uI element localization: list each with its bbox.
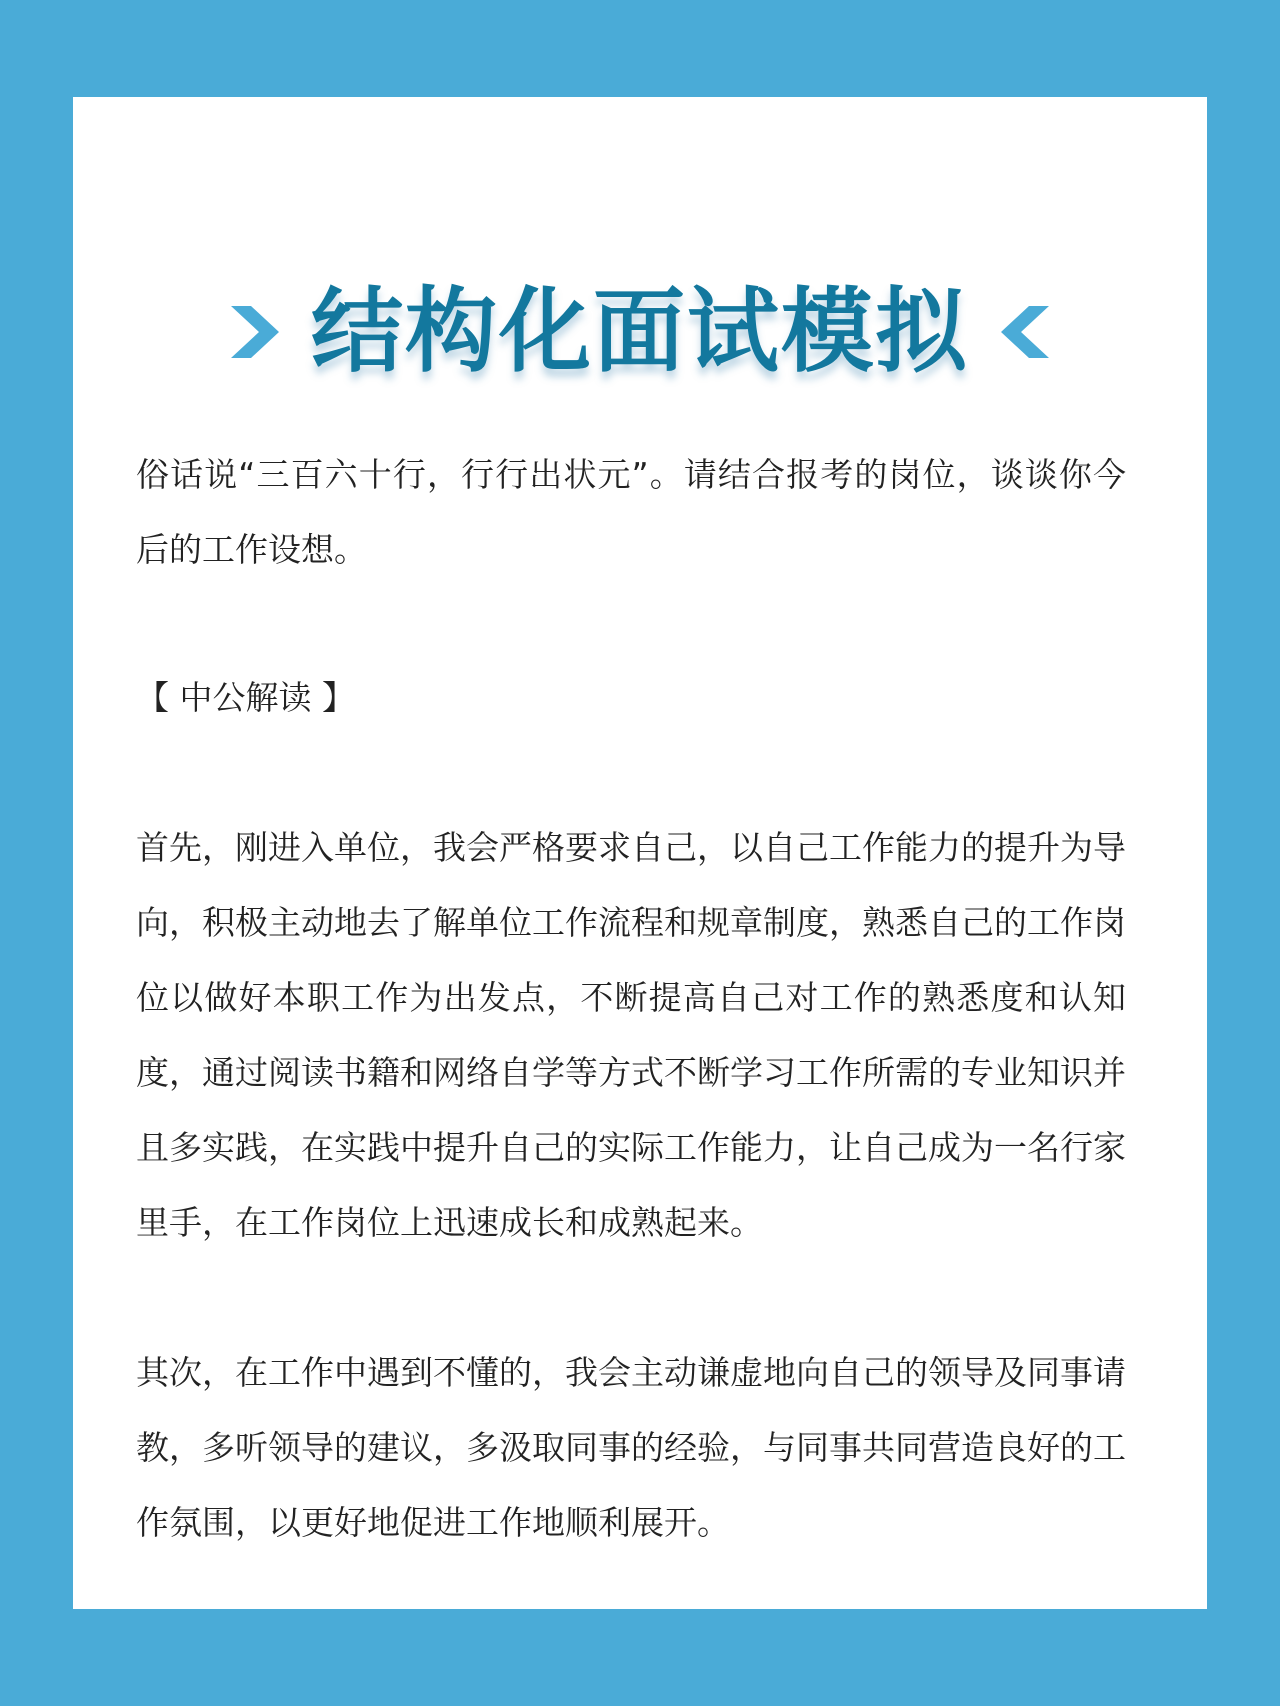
section-label: 【 中公解读 】 <box>136 678 355 717</box>
answer-paragraph: 首先，刚进入单位，我会严格要求自己，以自己工作能力的提升为导向，积极主动地去了解单位工作流程和规章制度，熟悉自己的工作岗位以做好本职工作为出发点，不断提高自己对工作的熟悉度和认知度，通过阅读书籍和网络自学等方式不断学习工作所需的专业知识并且多实践，在实践中提升自己的实际工作能力，让自己成为一名行家里手，在工作岗位上迅速成长和成熟起来。 <box>136 828 1126 1242</box>
content-card <box>73 97 1207 1609</box>
question-text: 俗话说“三百六十行，行行出状元”。请结合报考的岗位，谈谈你今后的工作设想。 <box>136 455 1126 569</box>
chevron-right-icon <box>227 300 283 364</box>
answer-paragraph: 其次，在工作中遇到不懂的，我会主动谦虚地向自己的领导及同事请教，多听领导的建议，多汲取同事的经验，与同事共同营造良好的工作氛围，以更好地促进工作地顺利展开。 <box>136 1353 1126 1542</box>
page-title: 结构化面试模拟 <box>310 278 969 385</box>
title-row <box>73 272 1207 392</box>
chevron-left-icon <box>997 300 1053 364</box>
